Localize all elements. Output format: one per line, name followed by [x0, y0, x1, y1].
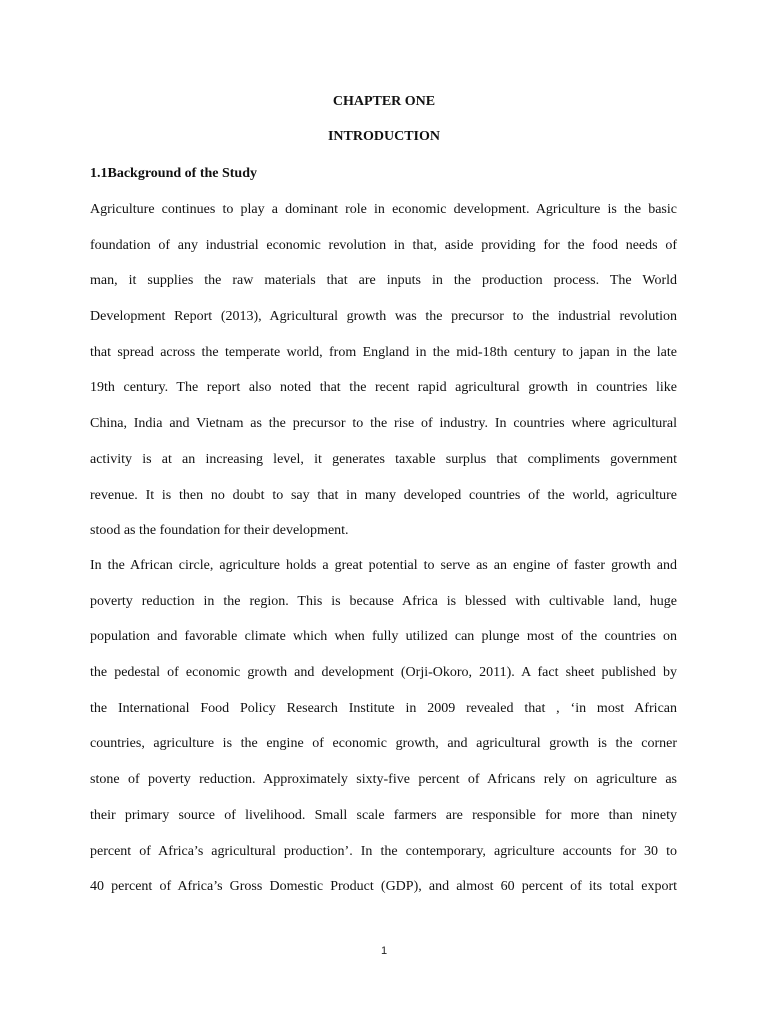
subsection-heading: 1.1Background of the Study — [90, 166, 258, 181]
section-title: INTRODUCTION — [327, 129, 440, 144]
paragraph-line: that spread across the temperate world, from England in the mid-18th century to japan in the late — [90, 344, 677, 360]
paragraph-line: population and favorable climate which when fully utilized can plunge most of the countries on — [90, 629, 677, 645]
chapter-title: CHAPTER ONE — [332, 94, 436, 109]
paragraph-line: their primary source of livelihood. Small scale farmers are responsible for more than ninety — [90, 807, 677, 823]
paragraph-line: Development Report (2013), Agricultural growth was the precursor to the industrial revolution — [90, 309, 677, 325]
paragraph-line: activity is at an increasing level, it generates taxable surplus that compliments government — [90, 451, 677, 467]
paragraph-line: In the African circle, agriculture holds a great potential to serve as an engine of faster growth and — [90, 558, 677, 573]
paragraph-line: percent of Africa’s agricultural production’. In the contemporary, agriculture accounts for 30 to — [90, 843, 677, 859]
paragraph-line: countries, agriculture is the engine of economic growth, and agricultural growth is the corner — [90, 736, 677, 752]
paragraph-line: China, India and Vietnam as the precursor to the rise of industry. In countries where agricultural — [90, 416, 677, 432]
paragraph-line: poverty reduction in the region. This is because Africa is blessed with cultivable land, huge — [90, 593, 677, 609]
paragraph-1 — [90, 192, 677, 549]
page-number: 1 — [380, 945, 388, 957]
paragraph-line: the International Food Policy Research Institute in 2009 revealed that , ‘in most African — [90, 700, 677, 716]
paragraph-line: 19th century. The report also noted that the recent rapid agricultural growth in countries like — [90, 380, 677, 396]
paragraph-line: foundation of any industrial economic revolution in that, aside providing for the food needs of — [90, 237, 677, 253]
paragraph-line: the pedestal of economic growth and development (Orji-Okoro, 2011). A fact sheet published by — [90, 665, 677, 681]
paragraph-line: stood as the foundation for their development. — [90, 523, 349, 539]
paragraph-line: Agriculture continues to play a dominant role in economic development. Agriculture is the basic — [90, 202, 677, 217]
paragraph-line: stone of poverty reduction. Approximately sixty-five percent of Africans rely on agriculture as — [90, 772, 677, 788]
paragraph-line: 40 percent of Africa’s Gross Domestic Product (GDP), and almost 60 percent of its total export — [90, 879, 677, 895]
paragraph-line: man, it supplies the raw materials that are inputs in the production process. The World — [90, 273, 677, 289]
paragraph-2 — [90, 548, 677, 905]
paragraph-line: revenue. It is then no doubt to say that in many developed countries of the world, agriculture — [90, 487, 677, 503]
